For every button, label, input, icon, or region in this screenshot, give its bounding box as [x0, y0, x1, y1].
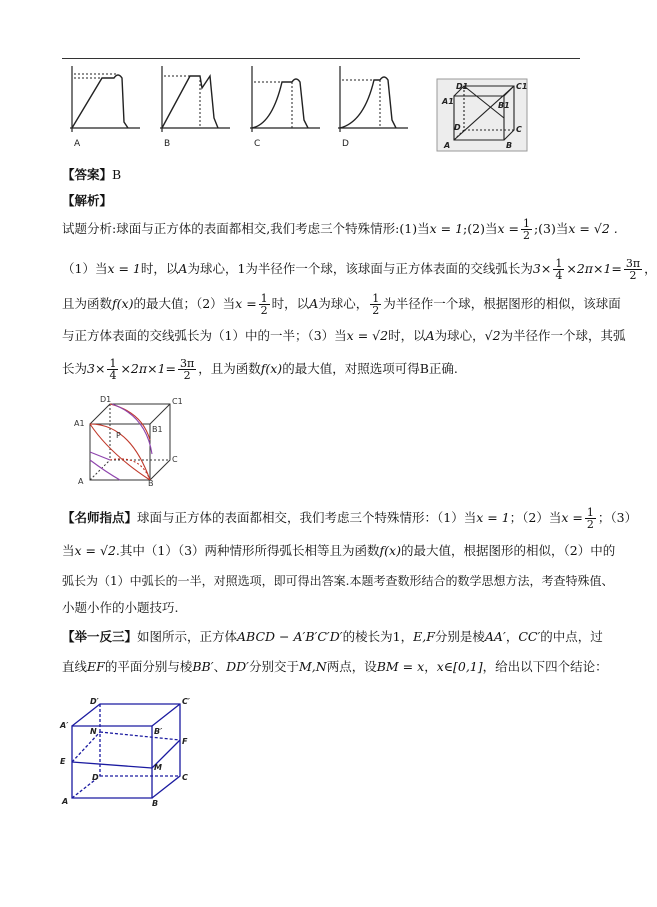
para1-math-b: x = 1: [429, 221, 464, 236]
teacher-note-text-j: 的最大值，根据图形的相似，（2）中的: [400, 543, 616, 558]
para4-math-f: √2: [484, 328, 501, 343]
para2-math-f: 3×: [532, 261, 552, 276]
graph-option-c: [242, 62, 322, 148]
para2-math-d: A: [178, 261, 188, 276]
extension-math-l: EF: [87, 659, 105, 674]
para1-text-e: ;(3)当: [533, 221, 569, 236]
graph-label-d: D: [342, 139, 349, 149]
header-rule: [62, 58, 580, 59]
mid-cube-label-b: B: [148, 479, 154, 488]
graph-option-d: [330, 62, 410, 148]
graph-option-b: [152, 62, 232, 148]
extension-text-h: ，: [505, 629, 519, 644]
extension-text-j: 的中点，过: [540, 629, 603, 644]
analysis-para-5: [62, 358, 458, 381]
mid-cube-label-a: A: [78, 477, 84, 486]
cube-section-figure: [60, 692, 200, 810]
extension-line-2: [62, 659, 608, 675]
analysis-para-1: [62, 218, 618, 241]
teacher-note-text-a: 球面与正方体的表面都相交，我们考虑三个特殊情形：（1）当: [137, 510, 477, 525]
extension-text-m: 的平面分别与棱: [104, 659, 193, 674]
extension-text-s: 两点，设: [326, 659, 377, 674]
teacher-note-frac: $\frac{1}{2}$: [586, 506, 594, 531]
analysis-label: 【解析】: [62, 193, 113, 208]
big-cube-label-cp: C′: [182, 697, 190, 706]
extension-text-c: 的棱长为: [342, 629, 393, 644]
small-cube-label-c: C: [516, 125, 522, 134]
teacher-note-text-e: ；（3）: [597, 510, 638, 525]
small-cube-label-b1: B1: [498, 101, 510, 110]
para1-text-a: 试题分析:球面与正方体的表面都相交,我们考虑三个特殊情形:(1)当: [62, 221, 430, 236]
extension-text-a: 如图所示，正方体: [137, 629, 238, 644]
para5-text-d: ，且为函数: [198, 361, 261, 376]
para5-frac-result: $\frac{3\pi}{2}$: [180, 357, 195, 382]
para5-math-c: ×2π×1=: [120, 361, 176, 376]
big-cube-label-ap: A′: [60, 721, 69, 730]
extension-math-r: M,N: [298, 659, 327, 674]
para2-text-a: （1）当: [62, 261, 108, 276]
para5-math-b: 3×: [87, 361, 106, 376]
para3-math-d: x =: [235, 296, 257, 311]
teacher-note-line-2: [62, 543, 615, 559]
teacher-note-text-c: ；（2）当: [509, 510, 562, 525]
extension-label: 【举一反三】: [62, 629, 138, 644]
graph-label-b: B: [164, 139, 171, 149]
para3-frac-radius: $\frac{1}{2}$: [372, 292, 380, 317]
extension-math-b: ABCD − A′B′C′D′: [237, 629, 343, 644]
big-cube-label-m: M: [154, 763, 162, 772]
para5-text-f: 的最大值，对照选项可得B正确.: [282, 361, 458, 376]
extension-line-1: [62, 629, 603, 645]
para2-text-c: 时，以: [140, 261, 179, 276]
para3-math-b: f(x): [112, 296, 134, 311]
para4-text-a: 与正方体表面的交线弧长为（1）中的一半；（3）当: [62, 328, 347, 343]
teacher-note-math-i: f(x): [379, 543, 401, 558]
teacher-note-label: 【名师指点】: [62, 510, 138, 525]
para4-text-g: 为半径作一个球，其弧: [500, 328, 626, 343]
big-cube-label-a: A: [62, 797, 69, 806]
mid-cube-label-c: C: [172, 455, 178, 464]
para1-math-d: x =: [497, 221, 519, 236]
extension-text-k: 直线: [62, 659, 88, 674]
para4-math-d: A: [425, 328, 435, 343]
para3-math-f: A: [309, 296, 319, 311]
big-cube-label-dp: D′: [90, 697, 99, 706]
extension-math-t: BM = x: [376, 659, 425, 674]
para5-text-a: 长为: [62, 361, 88, 376]
teacher-note-math-b: x = 1: [476, 510, 510, 525]
graph-label-a: A: [74, 139, 81, 149]
teacher-note-math-g: x = √2: [74, 543, 116, 558]
answer-value: B: [112, 167, 122, 182]
extension-math-p: DD′: [226, 659, 249, 674]
big-cube-label-b: B: [152, 799, 159, 808]
extension-text-q: 分别交于: [248, 659, 299, 674]
para3-frac-x: $\frac{1}{2}$: [260, 292, 268, 317]
para3-text-h: 为半径作一个球，根据图形的相似，该球面: [383, 296, 621, 311]
mid-cube-label-c1: C1: [172, 397, 183, 406]
mid-cube-label-p: P: [116, 431, 121, 440]
para2-text-e: 为球心，1为半径作一个球，该球面与正方体表面的交线弧长为: [187, 261, 533, 276]
small-cube-label-c1: C1: [516, 82, 528, 91]
teacher-note-text-h: .其中（1）（3）两种情形所得弧长相等且为函数: [115, 543, 380, 558]
para5-math-e: f(x): [260, 361, 283, 376]
mid-cube-label-b1: B1: [152, 425, 163, 434]
para3-text-e: 时，以: [271, 296, 310, 311]
teacher-note-text-f: 当: [62, 543, 75, 558]
mid-cube-label-d1: D1: [100, 395, 112, 404]
para2-math-g: ×2π×1=: [566, 261, 622, 276]
extension-text-w: ，给出以下四个结论：: [482, 659, 608, 674]
graph-option-a: [62, 62, 142, 148]
extension-text-d: 1，: [392, 629, 414, 644]
big-cube-label-e: E: [60, 757, 66, 766]
teacher-note-line-3: 弧长为（1）中弧长的一半，对照选项，即可得出答案.本题考查数形结合的数学思想方法，考查特殊值、: [62, 574, 614, 588]
extension-math-i: CC′: [518, 629, 541, 644]
extension-text-u: ，: [424, 659, 437, 674]
teacher-note-line-4: 小题小作的小题技巧.: [62, 600, 179, 615]
small-cube-label-d: D: [454, 123, 461, 132]
sphere-cube-figure: [70, 394, 188, 486]
big-cube-label-n: N: [90, 727, 97, 736]
extension-math-n: BB′: [192, 659, 214, 674]
para1-math-f: x = √2 .: [568, 221, 618, 236]
teacher-note-line-1: [62, 507, 637, 530]
big-cube-label-d: D: [92, 773, 99, 782]
extension-math-v: x∈[0,1]: [436, 659, 483, 674]
big-cube-label-c: C: [182, 773, 188, 782]
small-cube-label-a: A: [444, 141, 451, 150]
extension-text-o: 、: [213, 659, 227, 674]
extension-math-g: AA′: [484, 629, 506, 644]
small-cube-figure: [436, 78, 528, 152]
big-cube-label-f: F: [182, 737, 188, 746]
big-cube-label-bp: B′: [154, 727, 163, 736]
graph-label-c: C: [254, 139, 261, 149]
mid-cube-label-a1: A1: [74, 419, 85, 428]
para2-text-h: ，: [644, 261, 657, 276]
teacher-note-math-d: x =: [561, 510, 583, 525]
small-cube-label-d1: D1: [456, 82, 469, 91]
para5-frac-quarter: $\frac{1}{4}$: [109, 357, 117, 382]
small-cube-label-a1: A1: [442, 97, 454, 106]
para4-text-e: 为球心，: [434, 328, 485, 343]
para2-math-b: x = 1: [107, 261, 141, 276]
para2-frac-quarter: $\frac{1}{4}$: [555, 257, 563, 282]
para2-frac-result: $\frac{3\pi}{2}$: [625, 257, 641, 282]
answer-label: 【答案】: [62, 167, 113, 182]
para3-text-c: 的最大值；（2）当: [133, 296, 236, 311]
analysis-para-3: [62, 293, 621, 316]
para4-text-c: 时，以: [388, 328, 426, 343]
small-cube-label-b: B: [506, 141, 513, 150]
para1-text-c: ;(2)当: [463, 221, 498, 236]
analysis-para-2: [62, 258, 657, 281]
extension-text-f: 分别是棱: [434, 629, 485, 644]
para3-text-a: 且为函数: [62, 296, 113, 311]
analysis-para-4: [62, 328, 626, 344]
extension-math-e: E,F: [413, 629, 435, 644]
answer-line: [62, 167, 121, 183]
para3-text-g: 为球心，: [318, 296, 369, 311]
para1-frac: $\frac{1}{2}$: [522, 217, 530, 242]
para4-math-b: x = √2: [346, 328, 389, 343]
